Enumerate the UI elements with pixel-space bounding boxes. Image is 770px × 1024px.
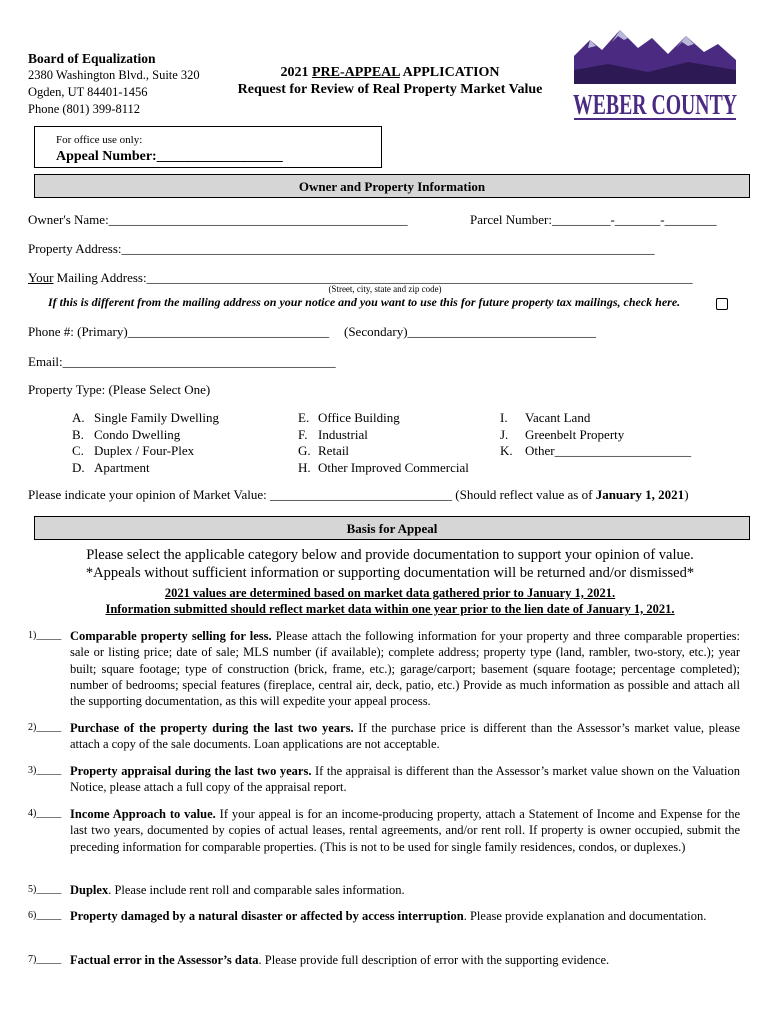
property-type-option[interactable]: G. Retail (298, 443, 350, 458)
basis-item-5: 5)_____ Duplex. Please include rent roll and comparable sales information. (28, 883, 405, 897)
form-title (200, 64, 580, 81)
market-value-row: Please indicate your opinion of Market Value: ____________________________ (Should reflect value as of January 1, 2021) (28, 487, 689, 502)
basis-intro-1: Please select the applicable category below and provide documentation to support your opinion of value. (86, 547, 694, 563)
basis-note-1: 2021 values are determined based on market data gathered prior to January 1, 2021. (164, 586, 616, 600)
property-type-col-3 (500, 410, 691, 460)
form-title-underlined: PRE-APPEAL (311, 65, 400, 80)
basis-item-7: 7)_____ Factual error in the Assessor’s data. Please provide full description of error with the supporting evidence. (28, 953, 610, 967)
basis-intro-2: *Appeals without sufficient information or supporting documentation will be returned and/or dismissed* (85, 565, 695, 581)
address-line-2: Ogden, UT 84401-1456 (28, 85, 148, 99)
board-address-block (28, 50, 200, 118)
basis-item-1: 1)_____ Comparable property selling for less. Please attach the following information for your property and three comparable properties: sale or listing price; date of sale; MLS number (if available); complete address; property type (land, rambler, two-story, etc.); year built; square footage; type of construction (brick, frame, etc.); garage/carport; basement (square footage; percentage completed); number of bedrooms; special features (fireplace, central air, deck, patio, etc.) Provide as much information as possible and attach all the supporting documentation, as this will expedite your appeal process. (28, 629, 740, 709)
basis-item-checkline[interactable]: 2)_____ (28, 722, 62, 733)
owners-name-field[interactable]: Owner's Name:______________________________________________ (28, 212, 408, 227)
mailing-prefix: Your (28, 270, 54, 285)
future-mailing-checkbox[interactable] (716, 298, 728, 310)
basis-item-3: 3)_____ Property appraisal during the last two years. If the appraisal is different than the Assessor’s market value shown on the Valuation Notice, please attach a full copy of the appraisal report. (28, 764, 740, 795)
form-title-block (200, 64, 580, 98)
mailing-rest: Mailing Address:____________________________________________________________________________________ (53, 270, 693, 285)
weber-county-logo (568, 26, 742, 122)
org-name: Board of Equalization (28, 51, 156, 66)
mailing-hint: (Street, city, state and zip code) (328, 284, 442, 294)
logo-text: WEBER COUNTY (573, 90, 737, 121)
basis-item-checkline[interactable]: 1)_____ (28, 630, 62, 641)
property-type-option[interactable]: J. Greenbelt Property (500, 426, 625, 442)
email-field[interactable]: Email:__________________________________________ (28, 354, 336, 369)
office-use-box (34, 126, 382, 168)
form-year: 2021 (280, 65, 309, 80)
market-value-note: (Should reflect value as of (455, 487, 593, 502)
appeal-number-field[interactable]: Appeal Number:__________________ (56, 149, 283, 164)
form-subtitle: Request for Review of Real Property Market Value (237, 82, 543, 97)
parcel-number-field[interactable]: Parcel Number:_________-_______-________ (470, 212, 717, 227)
owner-section-header: Owner and Property Information (34, 174, 750, 198)
property-type-option[interactable]: K. Other_____________________ (500, 443, 692, 458)
basis-item-4: 4)_____ Income Approach to value. If your appeal is for an income-producing property, attach a Statement of Income and Expense for the last two years, documented by copies of actual leases, rental agreements, and/or rent roll. If property is owner occupied, submit the preceding information for comparable properties. (This is not to be used for single family residences, condos, or duplexes.) (28, 807, 741, 854)
property-address-field[interactable]: Property Address:__________________________________________________________________________________ (28, 241, 655, 256)
property-type-option[interactable]: D. Apartment (72, 459, 150, 475)
market-value-field[interactable]: ____________________________ (270, 487, 453, 502)
basis-item-6: 6)_____ Property damaged by a natural disaster or affected by access interruption. Please provide explanation and documentation. (28, 909, 707, 923)
basis-item-checkline[interactable]: 4)_____ (28, 808, 62, 819)
basis-item-checkline[interactable]: 7)_____ (28, 954, 62, 965)
phone-primary-field[interactable]: Phone #: (Primary)_______________________________ (28, 324, 330, 339)
basis-note-2: Information submitted should reflect market data within one year prior to the lien date of January 1, 2021. (105, 602, 675, 616)
market-value-date: January 1, 2021 (595, 487, 685, 502)
property-type-option[interactable]: I. Vacant Land (500, 410, 591, 425)
property-type-option[interactable]: C. Duplex / Four-Plex (72, 443, 195, 458)
mailing-note: If this is different from the mailing address on your notice and you want to use this for future property tax mailings, check here. (48, 295, 681, 309)
property-type-option[interactable]: A. Single Family Dwelling (72, 410, 219, 425)
property-type-label: Property Type: (Please Select One) (28, 382, 211, 397)
property-type-col-1 (72, 410, 219, 476)
mailing-note-text: If this is different from the mailing address on your notice and you want to use this for future property tax mailings, check here (48, 295, 678, 309)
form-title-rest: APPLICATION (402, 65, 500, 80)
property-type-option[interactable]: H. Other Improved Commercial (298, 459, 469, 475)
basis-item-checkline[interactable]: 6)_____ (28, 910, 62, 921)
basis-section-header: Basis for Appeal (34, 516, 750, 540)
address-line-1: 2380 Washington Blvd., Suite 320 (28, 68, 200, 82)
basis-item-2: 2)_____ Purchase of the property during the last two years. If the purchase price is different than the Assessor’s market value, please attach a copy of the sale documents. Loan applications are not acceptable. (28, 721, 741, 752)
office-use-label: For office use only: (56, 134, 143, 146)
property-type-option[interactable]: E. Office Building (298, 410, 400, 425)
phone-secondary-field[interactable]: (Secondary)_____________________________ (344, 324, 597, 339)
basis-item-checkline[interactable]: 3)_____ (28, 765, 62, 776)
board-phone: Phone (801) 399-8112 (28, 102, 141, 116)
property-type-option[interactable]: F. Industrial (298, 426, 368, 442)
market-value-label: Please indicate your opinion of Market Value: (28, 487, 267, 502)
property-type-option[interactable]: B. Condo Dwelling (72, 426, 181, 442)
basis-item-checkline[interactable]: 5)_____ (28, 884, 62, 895)
property-type-col-2 (298, 410, 469, 476)
